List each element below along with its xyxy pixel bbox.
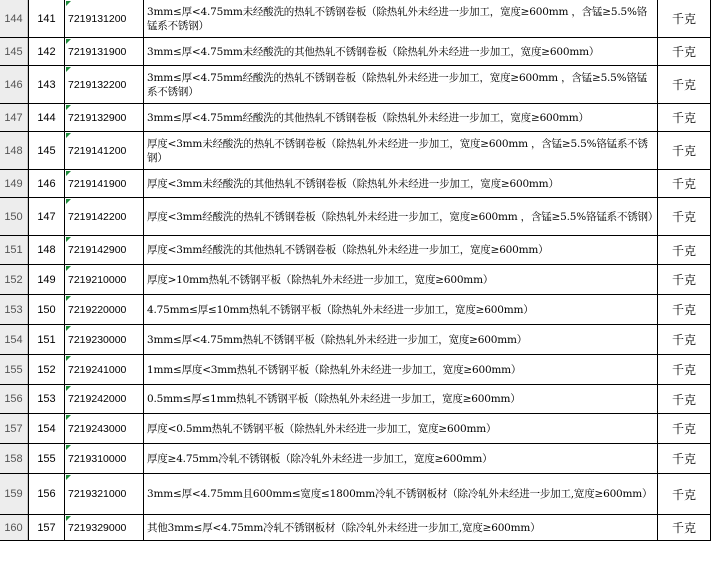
cell-name[interactable]: 3mm≤厚<4.75mm未经酸洗的其他热轧不锈钢卷板（除热轧外未经进一步加工，宽度≥600mm） xyxy=(144,38,658,65)
cell-seq[interactable]: 149 xyxy=(28,265,65,294)
cell-unit[interactable]: 千克 xyxy=(658,414,711,443)
cell-code[interactable]: 7219132900 xyxy=(65,104,144,131)
cell-name[interactable]: 厚度>10mm热轧不锈钢平板（除热轧外未经进一步加工，宽度≥600mm） xyxy=(144,265,658,294)
cell-name[interactable]: 3mm≤厚<4.75mm经酸洗的热轧不锈钢卷板（除热轧外未经进一步加工，宽度≥600mm ，含锰≥5.5%铬锰系不锈钢） xyxy=(144,66,658,103)
cell-code[interactable]: 7219142200 xyxy=(65,198,144,235)
cell-name[interactable]: 4.75mm≤厚≤10mm热轧不锈钢平板（除热轧外未经进一步加工，宽度≥600mm） xyxy=(144,295,658,324)
table-row[interactable] xyxy=(0,295,711,325)
cell-unit[interactable]: 千克 xyxy=(658,295,711,324)
cell-seq[interactable]: 153 xyxy=(28,385,65,413)
table-row[interactable] xyxy=(0,38,711,66)
cell-name[interactable]: 厚度<3mm未经酸洗的其他热轧不锈钢卷板（除热轧外未经进一步加工，宽度≥600mm） xyxy=(144,170,658,197)
cell-seq[interactable]: 152 xyxy=(28,355,65,384)
table-row[interactable] xyxy=(0,66,711,104)
cell-unit[interactable]: 千克 xyxy=(658,355,711,384)
cell-seq[interactable]: 156 xyxy=(28,474,65,514)
cell-name[interactable]: 厚度≥4.75mm冷轧不锈钢板（除冷轧外未经进一步加工，宽度≥600mm） xyxy=(144,444,658,473)
cell-unit[interactable]: 千克 xyxy=(658,66,711,103)
row-header[interactable]: 148 xyxy=(0,132,28,169)
table-row[interactable] xyxy=(0,0,711,38)
row-header[interactable]: 153 xyxy=(0,295,28,324)
cell-unit[interactable]: 千克 xyxy=(658,104,711,131)
row-header[interactable]: 145 xyxy=(0,38,28,65)
cell-unit[interactable]: 千克 xyxy=(658,444,711,473)
table-row[interactable] xyxy=(0,515,711,541)
cell-name[interactable]: 厚度<3mm未经酸洗的热轧不锈钢卷板（除热轧外未经进一步加工，宽度≥600mm ，含锰≥5.5%铬锰系不锈钢） xyxy=(144,132,658,169)
cell-code[interactable]: 7219243000 xyxy=(65,414,144,443)
cell-seq[interactable]: 143 xyxy=(28,66,65,103)
cell-seq[interactable]: 144 xyxy=(28,104,65,131)
cell-seq[interactable]: 157 xyxy=(28,515,65,540)
cell-code[interactable]: 7219131900 xyxy=(65,38,144,65)
row-header[interactable]: 152 xyxy=(0,265,28,294)
cell-unit[interactable]: 千克 xyxy=(658,132,711,169)
cell-code[interactable]: 7219241000 xyxy=(65,355,144,384)
cell-code[interactable]: 7219321000 xyxy=(65,474,144,514)
row-header[interactable]: 158 xyxy=(0,444,28,473)
cell-code[interactable]: 7219132200 xyxy=(65,66,144,103)
cell-seq[interactable]: 146 xyxy=(28,170,65,197)
cell-name[interactable]: 厚度<3mm经酸洗的其他热轧不锈钢卷板（除热轧外未经进一步加工，宽度≥600mm） xyxy=(144,236,658,264)
row-header[interactable]: 146 xyxy=(0,66,28,103)
cell-name[interactable]: 3mm≤厚<4.75mm且600mm≤宽度≤1800mm冷轧不锈钢板材（除冷轧外未经进一步加工,宽度≥600mm） xyxy=(144,474,658,514)
cell-seq[interactable]: 150 xyxy=(28,295,65,324)
cell-seq[interactable]: 155 xyxy=(28,444,65,473)
table-row[interactable] xyxy=(0,170,711,198)
row-header[interactable]: 149 xyxy=(0,170,28,197)
table-row[interactable] xyxy=(0,325,711,355)
row-header[interactable]: 147 xyxy=(0,104,28,131)
table-row[interactable] xyxy=(0,265,711,295)
cell-unit[interactable]: 千克 xyxy=(658,170,711,197)
row-header[interactable]: 155 xyxy=(0,355,28,384)
table-row[interactable] xyxy=(0,444,711,474)
cell-unit[interactable]: 千克 xyxy=(658,385,711,413)
row-header[interactable]: 144 xyxy=(0,0,28,37)
row-header[interactable]: 156 xyxy=(0,385,28,413)
cell-name[interactable]: 厚度<0.5mm热轧不锈钢平板（除热轧外未经进一步加工，宽度≥600mm） xyxy=(144,414,658,443)
cell-code[interactable]: 7219220000 xyxy=(65,295,144,324)
cell-code[interactable]: 7219131200 xyxy=(65,0,144,37)
row-header[interactable]: 160 xyxy=(0,515,28,540)
row-header[interactable]: 157 xyxy=(0,414,28,443)
cell-unit[interactable]: 千克 xyxy=(658,474,711,514)
cell-unit[interactable]: 千克 xyxy=(658,265,711,294)
cell-name[interactable]: 3mm≤厚<4.75mm经酸洗的其他热轧不锈钢卷板（除热轧外未经进一步加工，宽度≥600mm） xyxy=(144,104,658,131)
cell-name[interactable]: 厚度<3mm经酸洗的热轧不锈钢卷板（除热轧外未经进一步加工，宽度≥600mm ，含锰≥5.5%铬锰系不锈钢） xyxy=(144,198,658,235)
table-row[interactable] xyxy=(0,198,711,236)
cell-name[interactable]: 3mm≤厚<4.75mm热轧不锈钢平板（除热轧外未经进一步加工，宽度≥600mm） xyxy=(144,325,658,354)
row-header[interactable]: 151 xyxy=(0,236,28,264)
cell-seq[interactable]: 148 xyxy=(28,236,65,264)
cell-unit[interactable]: 千克 xyxy=(658,515,711,540)
cell-unit[interactable]: 千克 xyxy=(658,325,711,354)
cell-seq[interactable]: 151 xyxy=(28,325,65,354)
cell-unit[interactable]: 千克 xyxy=(658,236,711,264)
table-row[interactable] xyxy=(0,474,711,515)
table-row[interactable] xyxy=(0,104,711,132)
cell-code[interactable]: 7219310000 xyxy=(65,444,144,473)
cell-code[interactable]: 7219242000 xyxy=(65,385,144,413)
cell-seq[interactable]: 147 xyxy=(28,198,65,235)
cell-seq[interactable]: 142 xyxy=(28,38,65,65)
row-header[interactable]: 154 xyxy=(0,325,28,354)
cell-name[interactable]: 0.5mm≤厚≤1mm热轧不锈钢平板（除热轧外未经进一步加工，宽度≥600mm） xyxy=(144,385,658,413)
cell-code[interactable]: 7219141900 xyxy=(65,170,144,197)
table-row[interactable] xyxy=(0,355,711,385)
table-row[interactable] xyxy=(0,385,711,414)
row-header[interactable]: 150 xyxy=(0,198,28,235)
table-row[interactable] xyxy=(0,236,711,265)
cell-code[interactable]: 7219230000 xyxy=(65,325,144,354)
cell-seq[interactable]: 154 xyxy=(28,414,65,443)
table-row[interactable] xyxy=(0,414,711,444)
table-row[interactable] xyxy=(0,132,711,170)
cell-seq[interactable]: 141 xyxy=(28,0,65,37)
cell-seq[interactable]: 145 xyxy=(28,132,65,169)
cell-code[interactable]: 7219142900 xyxy=(65,236,144,264)
row-header[interactable]: 159 xyxy=(0,474,28,514)
cell-name[interactable]: 3mm≤厚<4.75mm未经酸洗的热轧不锈钢卷板（除热轧外未经进一步加工，宽度≥600mm ，含锰≥5.5%铬锰系不锈钢） xyxy=(144,0,658,37)
cell-code[interactable]: 7219329000 xyxy=(65,515,144,540)
cell-unit[interactable]: 千克 xyxy=(658,0,711,37)
cell-name[interactable]: 其他3mm≤厚<4.75mm冷轧不锈钢板材（除冷轧外未经进一步加工,宽度≥600mm） xyxy=(144,515,658,540)
cell-code[interactable]: 7219210000 xyxy=(65,265,144,294)
cell-name[interactable]: 1mm≤厚度<3mm热轧不锈钢平板（除热轧外未经进一步加工，宽度≥600mm） xyxy=(144,355,658,384)
cell-unit[interactable]: 千克 xyxy=(658,198,711,235)
cell-code[interactable]: 7219141200 xyxy=(65,132,144,169)
cell-unit[interactable]: 千克 xyxy=(658,38,711,65)
